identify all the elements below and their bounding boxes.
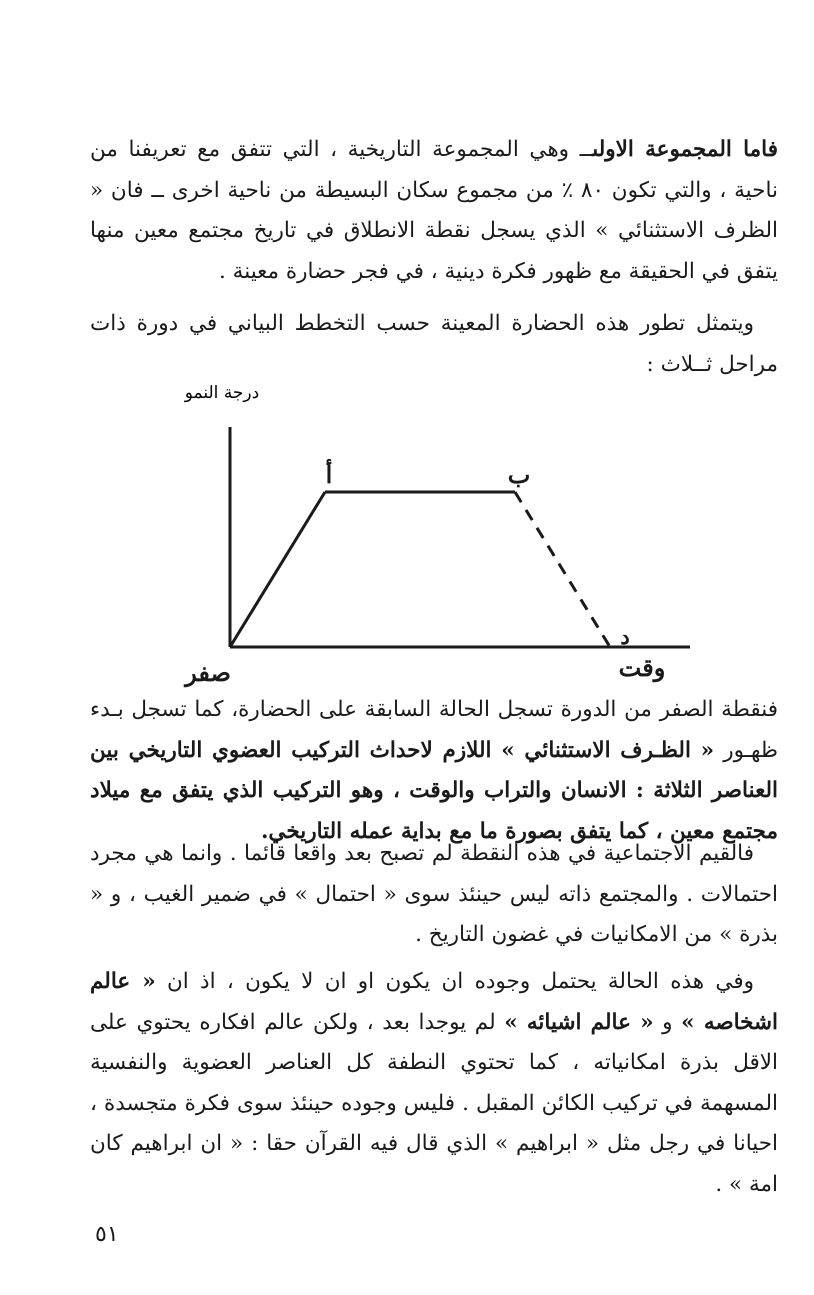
page-number: ٥١ bbox=[95, 1222, 119, 1247]
chart-point-label-4: د bbox=[620, 624, 630, 649]
paragraph-3 bbox=[90, 690, 778, 852]
paragraph-3-text: فنقطة الصفر من الدورة تسجل الحالة السابقة على الحضارة، كما تسجل بـدء ظهـور bbox=[90, 697, 778, 763]
chart-y-axis-label: درجة النمو bbox=[184, 383, 260, 403]
paragraph-1-text: ــ وهي المجموعة التاريخية ، التي تتفق مع تعريفنا من ناحية ، والتي تكون ٨٠ ٪ من مجموع سكان البسيطة من ناحية اخرى ــ فان « الظرف الاستثنائي » الذي يسجل نقطة الانطلاق في تاريخ مجتمع معين منها يتفق في الحقيقة مع ظهور فكرة دينية ، في فجر حضارة معينة . bbox=[90, 137, 778, 284]
paragraph-4: فالقيم الاجتماعية في هذه النقطة لم تصبح بعد واقعا قائما . وانما هي مجرد احتمالات . والمجتمع ذاته ليس حينئذ سوى « احتمال » في ضمير الغيب ، و « بذرة » من الامكانيات في غضون التاريخ . bbox=[90, 841, 778, 947]
chart-segment-3 bbox=[515, 492, 610, 647]
growth-cycle-chart bbox=[0, 370, 814, 690]
paragraph-5-text-b: و bbox=[662, 1009, 673, 1035]
paragraph-1 bbox=[90, 130, 778, 292]
chart-segment-1 bbox=[230, 492, 325, 647]
chart-point-label-1: صفر bbox=[185, 658, 231, 687]
paragraph-2: ويتمثل تطور هذه الحضارة المعينة حسب التخطط البياني في دورة ذات مراحل ثــلاث : bbox=[90, 311, 778, 377]
paragraph-3-bold: « الظـرف الاستثنائي » اللازم لاحداث التركيب العضوي التاريخي بين العناصر الثلاثة : الانسان والتراب والوقت ، وهو التركيب الذي يتفق مع ميلاد مجتمع معين ، كما يتفق بصورة ما مع بداية عمله التاريخي. bbox=[90, 737, 778, 844]
paragraph-5-bold-2: « عالم اشيائه » bbox=[504, 1009, 654, 1035]
paragraph-5-text-c: لم يوجدا بعد ، ولكن عالم افكاره يحتوي على الاقل بذرة امكانياته ، كما تحتوي النطفة كل العناصر العضوية والنفسية المسهمة في تركيب الكائن المقبل . فليس وجوده حينئذ سوى فكرة متجسدة ، احيانا في رجل مثل « ابراهيم » الذي قال فيه القرآن حقا : « ان ابراهيم كان امة » . bbox=[90, 1009, 778, 1197]
chart-point-label-2: أ bbox=[325, 460, 333, 489]
chart-point-label-3: ب bbox=[507, 460, 531, 489]
chart-x-axis-label: وقت bbox=[618, 653, 666, 682]
paragraph-1-lead: فاما المجموعة الاولى bbox=[592, 137, 778, 162]
chart-marks bbox=[183, 457, 665, 688]
paragraph-5-bold-1: « عالم اشخاصه » bbox=[90, 969, 779, 1035]
paragraph-5 bbox=[90, 962, 778, 1205]
paragraph-5-text-a: وفي هذه الحالة يحتمل وجوده ان يكون او ان لا يكون ، اذ ان bbox=[166, 969, 754, 994]
